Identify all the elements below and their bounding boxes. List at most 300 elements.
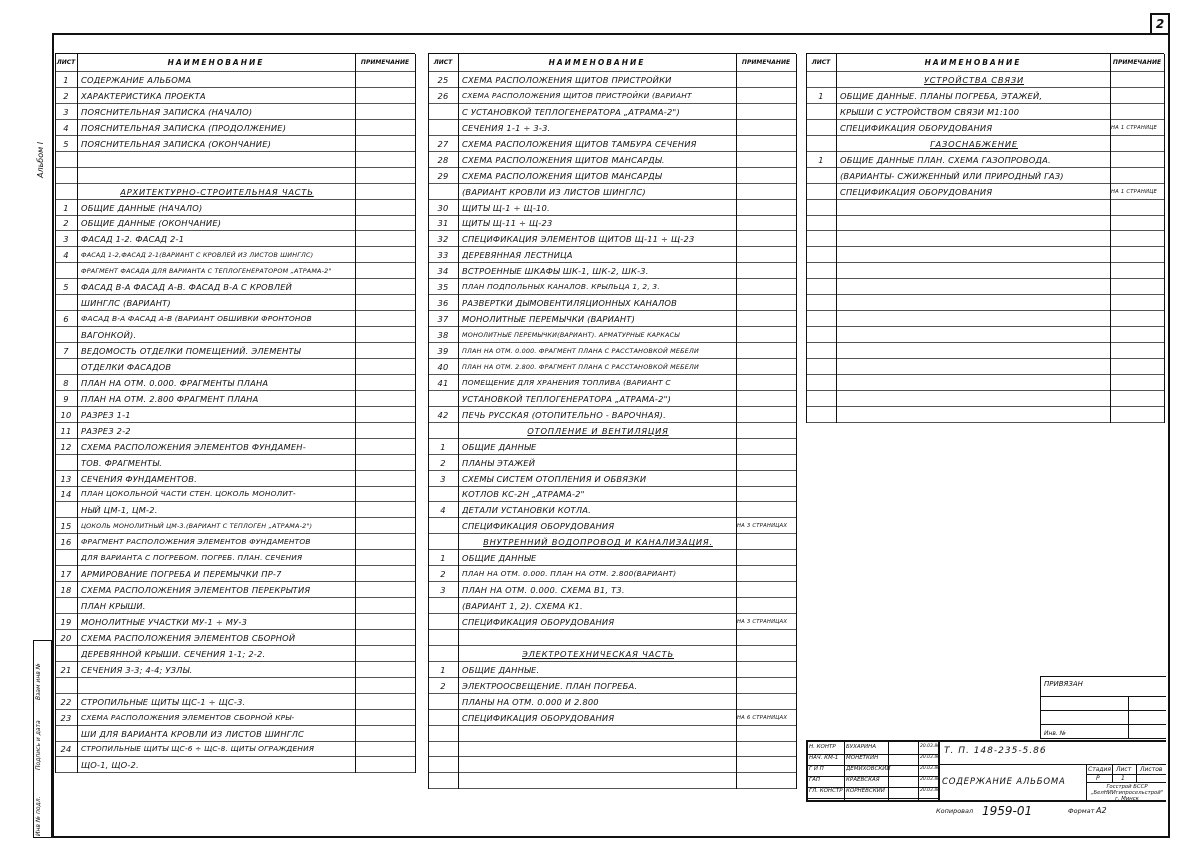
row-name: ПЛАН НА ОТМ. 0.000. ФРАГМЕНТЫ ПЛАНА xyxy=(81,377,269,388)
header-note: ПРИМЕЧАНИЕ xyxy=(741,59,791,66)
table-row xyxy=(428,136,796,152)
row-sheet-number: 1 xyxy=(63,75,69,85)
row-sheet-number: 1 xyxy=(63,202,69,213)
table-row xyxy=(55,359,415,375)
signer-role: Н. КОНТР xyxy=(809,744,836,750)
table-row xyxy=(428,200,796,216)
row-sheet-number: 30 xyxy=(437,202,449,213)
row-sheet-number xyxy=(806,279,836,295)
row-name xyxy=(840,343,1108,359)
row-sheet-number: 40 xyxy=(437,361,449,372)
row-name: С УСТАНОВКОЙ ТЕПЛОГЕНЕРАТОРА „АТРАМА-2") xyxy=(462,106,680,117)
row-sheet-number: 2 xyxy=(63,90,69,101)
row-name: ЦОКОЛЬ МОНОЛИТНЫЙ ЦМ-3.(ВАРИАНТ С ТЕПЛОГЕН „АТРАМА-2") xyxy=(81,522,313,531)
row-sheet-number xyxy=(428,120,458,136)
row-note xyxy=(737,247,796,263)
row-name: ОБЩИЕ ДАННЫЕ. ПЛАНЫ ПОГРЕБА, ЭТАЖЕЙ, xyxy=(840,90,1043,101)
row-note xyxy=(1111,104,1164,120)
row-note xyxy=(356,439,415,455)
row-sheet-number xyxy=(806,184,836,200)
row-sheet-number: 14 xyxy=(60,489,72,500)
row-name: (ВАРИАНТ КРОВЛИ ИЗ ЛИСТОВ ШИНГЛС) xyxy=(462,186,646,197)
row-name: ЩИТЫ Щ-11 ÷ Щ-23 xyxy=(462,218,553,229)
row-sheet-number: 15 xyxy=(60,521,72,532)
row-note xyxy=(737,184,796,200)
stage-label: Стадия xyxy=(1088,766,1112,773)
table-row xyxy=(55,455,415,471)
table-row xyxy=(55,327,415,343)
row-sheet-number: 39 xyxy=(437,345,449,356)
row-name: КРЫШИ С УСТРОЙСТВОМ СВЯЗИ М1:100 xyxy=(840,106,1020,117)
column-divider xyxy=(796,54,797,789)
row-note xyxy=(1111,407,1164,423)
row-sheet-number: 6 xyxy=(63,314,69,325)
section-heading: ГАЗОСНАБЖЕНИЕ xyxy=(930,138,1018,149)
row-note xyxy=(356,215,415,231)
contents-table-3 xyxy=(806,53,1164,423)
table-row xyxy=(55,391,415,407)
table-row xyxy=(55,168,415,184)
row-name: ВСТРОЕННЫЕ ШКАФЫ ШК-1, ШК-2, ШК-3. xyxy=(462,266,649,277)
row-sheet-number: 41 xyxy=(437,377,449,388)
row-sheet-number xyxy=(428,423,458,439)
stage-value: Р xyxy=(1096,775,1100,782)
row-name: ОБЩИЕ ДАННЫЕ xyxy=(462,441,537,452)
row-name: СПЕЦИФИКАЦИЯ ОБОРУДОВАНИЯ xyxy=(840,186,993,197)
row-sheet-number: 1 xyxy=(440,553,446,564)
row-note xyxy=(1111,311,1164,327)
table-row xyxy=(428,152,796,168)
row-name: МОНОЛИТНЫЕ ПЕРЕМЫЧКИ(ВАРИАНТ). АРМАТУРНЫЕ КАРКАСЫ xyxy=(462,331,680,340)
signer-date: 20.03.86 xyxy=(920,744,941,749)
column-divider xyxy=(415,54,416,773)
row-sheet-number xyxy=(55,168,77,184)
table-row xyxy=(428,471,796,487)
row-sheet-number: 10 xyxy=(60,409,72,420)
row-name: ФАСАД 1-2,ФАСАД 2-1(ВАРИАНТ С КРОВЛЕЙ ИЗ ЛИСТОВ ШИНГЛС) xyxy=(81,251,314,260)
row-sheet-number: 3 xyxy=(63,234,69,245)
row-note xyxy=(356,391,415,407)
table-row xyxy=(55,184,415,200)
table-row xyxy=(428,694,796,710)
row-sheet-number: 17 xyxy=(60,569,72,580)
section-heading: УСТРОЙСТВА СВЯЗИ xyxy=(923,75,1025,85)
column-divider xyxy=(806,54,807,423)
row-sheet-number: 38 xyxy=(437,330,449,341)
row-name xyxy=(840,295,1108,311)
row-name xyxy=(840,391,1108,407)
table-row xyxy=(428,359,796,375)
table-row xyxy=(55,407,415,423)
table-row xyxy=(428,375,796,391)
row-note xyxy=(356,247,415,263)
row-note xyxy=(737,311,796,327)
row-note xyxy=(737,502,796,518)
row-name: СТРОПИЛЬНЫЕ ЩИТЫ ЩС-1 ÷ ЩС-3. xyxy=(81,696,246,707)
row-sheet-number xyxy=(55,184,77,200)
table-row xyxy=(428,773,796,789)
row-name: ПЛАН НА ОТМ. 0.000. ФРАГМЕНТ ПЛАНА С РАССТАНОВКОЙ МЕБЕЛИ xyxy=(462,346,699,355)
table-row xyxy=(55,518,415,534)
row-name: ПОЯСНИТЕЛЬНАЯ ЗАПИСКА (ОКОНЧАНИЕ) xyxy=(81,138,272,149)
row-sheet-number xyxy=(806,120,836,136)
row-sheet-number: 3 xyxy=(63,106,69,117)
table-row xyxy=(428,104,796,120)
section-heading: ОТОПЛЕНИЕ И ВЕНТИЛЯЦИЯ xyxy=(527,425,669,436)
row-sheet-number xyxy=(428,518,458,534)
row-sheet-number: 31 xyxy=(437,218,449,229)
row-note xyxy=(356,471,415,487)
signer-date: 20.03.86 xyxy=(920,777,941,782)
table-row xyxy=(428,582,796,598)
row-note xyxy=(356,598,415,614)
signer-name: МОНЕТКИН xyxy=(846,755,879,761)
header-sheet: ЛИСТ xyxy=(433,59,453,66)
table-row xyxy=(55,710,415,726)
row-name: СХЕМА РАСПОЛОЖЕНИЯ ЩИТОВ ТАМБУРА СЕЧЕНИЯ xyxy=(462,138,697,149)
row-name: ФРАГМЕНТ ФАСАДА ДЛЯ ВАРИАНТА С ТЕПЛОГЕНЕРАТОРОМ „АТРАМА-2" xyxy=(81,267,332,276)
album-side-label: Альбом I xyxy=(36,141,45,178)
row-sheet-number xyxy=(55,646,77,662)
row-note xyxy=(737,678,796,694)
table-row xyxy=(55,550,415,566)
row-note xyxy=(356,757,415,773)
table-row xyxy=(428,311,796,327)
table-row xyxy=(55,279,415,295)
row-sheet-number: 2 xyxy=(440,569,446,580)
table-row xyxy=(55,741,415,757)
row-note xyxy=(356,152,415,168)
table-row xyxy=(428,741,796,757)
row-sheet-number: 5 xyxy=(63,282,69,293)
table-header xyxy=(55,54,415,72)
row-sheet-number: 12 xyxy=(60,441,72,452)
row-note xyxy=(356,184,415,200)
row-name xyxy=(840,200,1108,216)
row-sheet-number: 13 xyxy=(60,473,72,484)
row-name: ТОВ. ФРАГМЕНТЫ. xyxy=(81,457,163,468)
row-sheet-number xyxy=(806,343,836,359)
row-name: ПЛАН НА ОТМ. 0.000. СХЕМА В1, Т3. xyxy=(462,585,625,596)
row-name: МОНОЛИТНЫЕ ПЕРЕМЫЧКИ (ВАРИАНТ) xyxy=(462,314,636,325)
row-sheet-number xyxy=(806,215,836,231)
row-name: ОБЩИЕ ДАННЫЕ (НАЧАЛО) xyxy=(81,202,203,213)
header-sheet: ЛИСТ xyxy=(56,59,76,66)
column-divider xyxy=(736,54,737,789)
row-sheet-number: 16 xyxy=(60,537,72,548)
row-note xyxy=(1111,136,1164,152)
format-label: Формат xyxy=(1068,807,1095,815)
signer-name: БУХАРИНА xyxy=(846,744,876,750)
row-name: СПЕЦИФИКАЦИЯ ОБОРУДОВАНИЯ xyxy=(462,712,615,723)
row-sheet-number xyxy=(428,184,458,200)
row-name: ОБЩИЕ ДАННЫЕ. xyxy=(462,664,540,675)
row-note: НА 1 СТРАНИЦЕ xyxy=(1111,124,1158,131)
row-name: ФАСАД В-А ФАСАД А-В. ФАСАД В-А С КРОВЛЕЙ xyxy=(81,282,293,293)
table-row xyxy=(55,726,415,742)
row-sheet-number: 18 xyxy=(60,585,72,596)
sheet-value: 1 xyxy=(1121,775,1125,782)
row-name xyxy=(462,757,734,773)
row-note xyxy=(1111,359,1164,375)
row-note xyxy=(356,582,415,598)
contents-table-2 xyxy=(428,53,796,789)
column-divider xyxy=(458,54,459,789)
row-name: СХЕМЫ СИСТЕМ ОТОПЛЕНИЯ И ОБВЯЗКИ xyxy=(462,473,647,484)
row-sheet-number: 2 xyxy=(440,680,446,691)
row-name: СПЕЦИФИКАЦИЯ ОБОРУДОВАНИЯ xyxy=(462,616,615,627)
row-sheet-number xyxy=(55,678,77,694)
row-name: ВЕДОМОСТЬ ОТДЕЛКИ ПОМЕЩЕНИЙ. ЭЛЕМЕНТЫ xyxy=(81,345,301,356)
row-name xyxy=(81,168,353,184)
row-name: ПЕЧЬ РУССКАЯ (ОТОПИТЕЛЬНО - ВАРОЧНАЯ). xyxy=(462,409,666,420)
row-name: ШИ ДЛЯ ВАРИАНТА КРОВЛИ ИЗ ЛИСТОВ ШИНГЛС xyxy=(81,728,305,739)
row-sheet-number: 37 xyxy=(437,314,449,325)
row-sheet-number xyxy=(55,295,77,311)
row-name: ДЕРЕВЯННОЙ КРЫШИ. СЕЧЕНИЯ 1-1; 2-2. xyxy=(81,648,266,659)
signer-role: ГАП xyxy=(809,777,820,783)
row-note xyxy=(737,215,796,231)
table-row xyxy=(55,598,415,614)
row-name xyxy=(840,215,1108,231)
signer-divider xyxy=(806,798,938,799)
row-note xyxy=(1111,88,1164,104)
header-name: НАИМЕНОВАНИЕ xyxy=(924,58,1022,67)
table-row xyxy=(428,678,796,694)
table-row xyxy=(428,184,796,200)
sheet-label: Лист xyxy=(1116,766,1132,773)
signer-name: ДЕМИХОВСКИЙ xyxy=(846,766,891,772)
sheet-number-box xyxy=(1150,13,1170,33)
row-sheet-number xyxy=(806,375,836,391)
row-note xyxy=(356,359,415,375)
row-sheet-number xyxy=(55,757,77,773)
row-name: СХЕМА РАСПОЛОЖЕНИЯ ЩИТОВ ПРИСТРОЙКИ (ВАРИАНТ xyxy=(462,90,692,100)
row-note xyxy=(356,710,415,726)
row-name xyxy=(462,741,734,757)
row-sheet-number xyxy=(428,630,458,646)
table-row xyxy=(428,614,796,630)
row-sheet-number: 4 xyxy=(63,122,69,133)
table-row xyxy=(428,630,796,646)
row-note: НА 3 СТРАНИЦАХ xyxy=(737,523,788,530)
section-heading: ЭЛЕКТРОТЕХНИЧЕСКАЯ ЧАСТЬ xyxy=(521,648,674,659)
row-sheet-number: 28 xyxy=(437,154,449,165)
row-name: СЕЧЕНИЯ 3-3; 4-4; УЗЛЫ. xyxy=(81,664,193,675)
row-note xyxy=(356,678,415,694)
row-name: ФРАГМЕНТ РАСПОЛОЖЕНИЯ ЭЛЕМЕНТОВ ФУНДАМЕНТОВ xyxy=(81,537,311,547)
row-note xyxy=(1111,215,1164,231)
table-row xyxy=(428,534,796,550)
row-note xyxy=(737,343,796,359)
table-row xyxy=(55,423,415,439)
row-name: СХЕМА РАСПОЛОЖЕНИЯ ЩИТОВ МАНСАРДЫ xyxy=(462,170,662,181)
row-sheet-number: 25 xyxy=(437,75,449,85)
row-sheet-number xyxy=(806,72,836,88)
row-sheet-number xyxy=(806,359,836,375)
row-name: ОБЩИЕ ДАННЫЕ xyxy=(462,553,537,564)
row-name xyxy=(840,231,1108,247)
row-note xyxy=(737,662,796,678)
row-note xyxy=(737,200,796,216)
row-note xyxy=(356,375,415,391)
column-divider xyxy=(55,54,56,773)
row-note xyxy=(356,231,415,247)
row-sheet-number xyxy=(55,263,77,279)
title-block xyxy=(806,676,1166,826)
table-row xyxy=(428,662,796,678)
organization: Госстрой БССР „БелНИИгипросельстрой" г. Минск xyxy=(1090,784,1164,802)
row-note xyxy=(1111,152,1164,168)
row-sheet-number: 1 xyxy=(440,664,446,675)
row-sheet-number xyxy=(806,327,836,343)
row-name: ОТДЕЛКИ ФАСАДОВ xyxy=(81,361,172,372)
table-row xyxy=(55,471,415,487)
column-divider xyxy=(355,54,356,773)
row-sheet-number xyxy=(55,726,77,742)
signer-role: ГЛ. КОНСТР xyxy=(809,788,843,794)
row-name: СХЕМА РАСПОЛОЖЕНИЯ ЩИТОВ ПРИСТРОЙКИ xyxy=(462,75,672,85)
project-code: Т. П. 148-235-5.86 xyxy=(944,746,1047,756)
row-sheet-number: 4 xyxy=(440,505,446,516)
row-note xyxy=(1111,343,1164,359)
row-sheet-number xyxy=(806,231,836,247)
section-heading: АРХИТЕКТУРНО-СТРОИТЕЛЬНАЯ ЧАСТЬ xyxy=(120,186,314,197)
table-row xyxy=(55,152,415,168)
row-note xyxy=(737,104,796,120)
row-sheet-number xyxy=(806,104,836,120)
column-divider xyxy=(428,54,429,789)
row-name: СХЕМА РАСПОЛОЖЕНИЯ ЭЛЕМЕНТОВ ФУНДАМЕН- xyxy=(81,441,306,452)
sheet-title: СОДЕРЖАНИЕ АЛЬБОМА xyxy=(942,777,1066,787)
row-note xyxy=(356,486,415,502)
row-note xyxy=(737,630,796,646)
copied-value: 1959-01 xyxy=(982,804,1033,818)
row-name: ПОЯСНИТЕЛЬНАЯ ЗАПИСКА (ПРОДОЛЖЕНИЕ) xyxy=(81,122,287,133)
table-row xyxy=(428,455,796,471)
table-row xyxy=(428,263,796,279)
row-note xyxy=(1111,391,1164,407)
row-note xyxy=(356,407,415,423)
row-note xyxy=(737,646,796,662)
table-row xyxy=(55,614,415,630)
row-note xyxy=(356,534,415,550)
table-row xyxy=(55,136,415,152)
table-row xyxy=(55,486,415,502)
row-name: СПЕЦИФИКАЦИЯ ЭЛЕМЕНТОВ ЩИТОВ Щ-11 ÷ Щ-23 xyxy=(462,234,695,245)
row-name: (ВАРИАНТЫ- СЖИЖЕННЫЙ ИЛИ ПРИРОДНЫЙ ГАЗ) xyxy=(840,170,1064,181)
row-note xyxy=(356,311,415,327)
stub-signature-label: Подпись и дата xyxy=(35,720,42,770)
row-sheet-number: 36 xyxy=(437,298,449,309)
signer-name: КОРНЕВСКИЙ xyxy=(846,788,885,794)
contents-table-1 xyxy=(55,53,415,773)
row-note: НА 3 СТРАНИЦАХ xyxy=(737,618,788,625)
row-note xyxy=(737,263,796,279)
table-row xyxy=(428,757,796,773)
row-note xyxy=(737,757,796,773)
row-name: ФАСАД В-А ФАСАД А-В (ВАРИАНТ ОБШИВКИ ФРОНТОНОВ xyxy=(81,314,312,324)
table-row xyxy=(428,598,796,614)
row-note xyxy=(356,136,415,152)
row-note xyxy=(737,72,796,88)
row-note xyxy=(356,726,415,742)
row-note xyxy=(356,295,415,311)
row-sheet-number xyxy=(55,598,77,614)
row-sheet-number: 2 xyxy=(63,218,69,229)
row-note xyxy=(356,502,415,518)
row-sheet-number xyxy=(428,773,458,789)
table-row xyxy=(55,343,415,359)
copied-label: Копировал xyxy=(936,807,974,815)
row-sheet-number xyxy=(428,598,458,614)
row-sheet-number xyxy=(55,550,77,566)
row-sheet-number: 5 xyxy=(63,138,69,149)
row-note xyxy=(356,200,415,216)
table-row xyxy=(55,72,415,88)
table-row xyxy=(55,375,415,391)
header-note: ПРИМЕЧАНИЕ xyxy=(360,59,410,66)
row-sheet-number: 24 xyxy=(60,744,72,755)
row-name: ПЛАНЫ ЭТАЖЕЙ xyxy=(462,457,536,468)
inv-label: Инв. № xyxy=(1044,730,1067,737)
column-divider xyxy=(1164,54,1165,423)
signer-date: 20.03.86 xyxy=(920,766,941,771)
row-note xyxy=(737,486,796,502)
row-note xyxy=(737,726,796,742)
row-sheet-number: 11 xyxy=(60,425,72,436)
row-name: ХАРАКТЕРИСТИКА ПРОЕКТА xyxy=(81,90,206,101)
row-name xyxy=(840,407,1108,423)
row-sheet-number: 22 xyxy=(60,696,72,707)
row-note xyxy=(737,88,796,104)
row-sheet-number: 20 xyxy=(60,632,72,643)
row-note xyxy=(737,136,796,152)
row-sheet-number: 1 xyxy=(818,154,824,165)
row-name xyxy=(840,263,1108,279)
row-note xyxy=(356,327,415,343)
row-sheet-number xyxy=(806,311,836,327)
row-name: СПЕЦИФИКАЦИЯ ОБОРУДОВАНИЯ xyxy=(840,122,993,133)
row-note xyxy=(737,455,796,471)
row-sheet-number: 3 xyxy=(440,473,446,484)
header-sheet: ЛИСТ xyxy=(811,59,831,66)
row-sheet-number: 4 xyxy=(63,250,69,261)
row-name xyxy=(840,279,1108,295)
row-name xyxy=(840,327,1108,343)
table-row xyxy=(55,662,415,678)
table-row xyxy=(55,88,415,104)
row-note xyxy=(737,120,796,136)
header-name: НАИМЕНОВАНИЕ xyxy=(167,58,265,67)
row-note xyxy=(356,614,415,630)
row-name: ДЛЯ ВАРИАНТА С ПОГРЕБОМ. ПОГРЕБ. ПЛАН. СЕЧЕНИЯ xyxy=(81,553,303,563)
column-divider xyxy=(836,54,837,423)
row-note xyxy=(737,741,796,757)
row-sheet-number xyxy=(806,136,836,152)
row-sheet-number: 27 xyxy=(437,138,449,149)
row-sheet-number xyxy=(428,486,458,502)
table-row xyxy=(428,168,796,184)
row-sheet-number: 1 xyxy=(440,441,446,452)
table-row xyxy=(55,200,415,216)
table-row xyxy=(428,566,796,582)
row-name: КОТЛОВ КС-2Н „АТРАМА-2" xyxy=(462,489,585,500)
table-row xyxy=(428,247,796,263)
row-note xyxy=(356,662,415,678)
row-note xyxy=(356,550,415,566)
row-name: ПЛАН НА ОТМ. 2.800. ФРАГМЕНТ ПЛАНА С РАССТАНОВКОЙ МЕБЕЛИ xyxy=(462,362,699,371)
